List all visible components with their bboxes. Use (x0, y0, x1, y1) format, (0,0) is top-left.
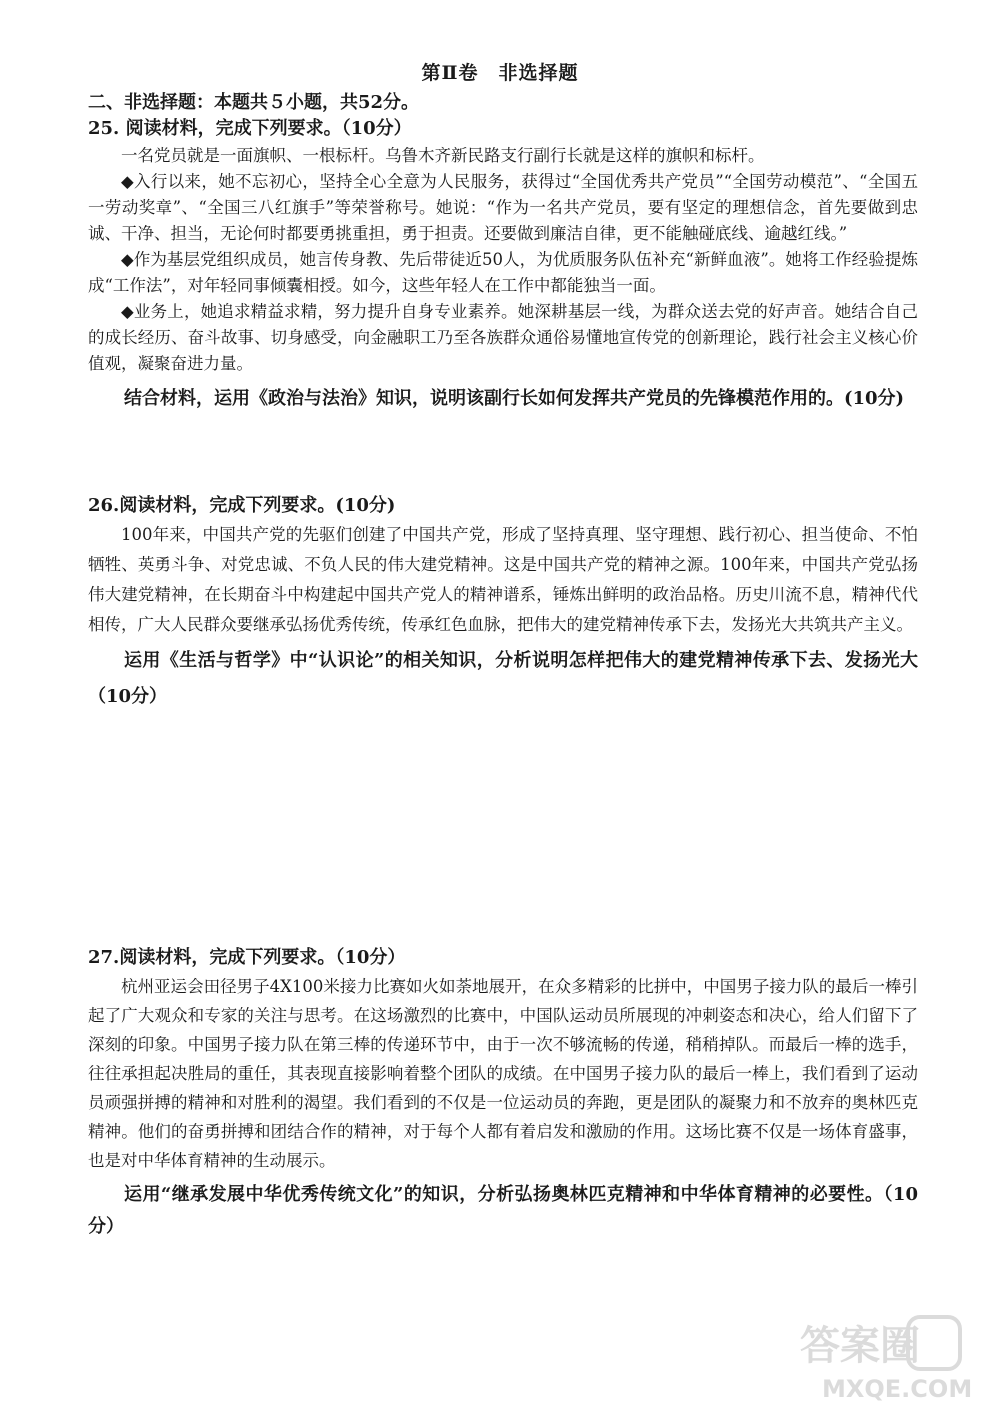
question-title: 26.阅读材料，完成下列要求。(10分) (88, 495, 396, 516)
question-title: 25. 阅读材料，完成下列要求。（10分） (88, 118, 412, 139)
question-title: 27.阅读材料，完成下列要求。（10分） (88, 947, 406, 968)
question-task: 运用《生活与哲学》中“认识论”的相关知识，分析说明怎样把伟大的建党精神传承下去、发扬光大（10分） (88, 650, 918, 707)
question-task: 运用“继承发展中华优秀传统文化”的知识，分析弘扬奥林匹克精神和中华体育精神的必要性。（10分） (88, 1184, 918, 1237)
page-title: 第Ⅱ卷 非选择题 (421, 62, 579, 84)
material-paragraph: 杭州亚运会田径男子4X100米接力比赛如火如荼地展开，在众多精彩的比拼中，中国男子接力队的最后一棒引起了广大观众和专家的关注与思考。在这场激烈的比赛中，中国队运动员所展现的冲刺姿态和决心，给人们留下了深刻的印象。中国男子接力队在第三棒的传递环节中，由于一次不够流畅的传递，稍稍掉队。而最后一棒的选手，往往承担起决胜局的重任，其表现直接影响着整个团队的成绩。在中国男子接力队的最后一棒上，我们看到了运动员顽强拼搏的精神和对胜利的渴望。我们看到的不仅是一位运动员的奔跑，更是团队的凝聚力和不放弃的奥林匹克精神。他们的奋勇拼搏和团结合作的精神，对于每个人都有着启发和激励的作用。这场比赛不仅是一场体育盛事，也是对中华体育精神的生动展示。 (88, 977, 918, 1170)
watermark-text: 答案圈 (800, 1323, 920, 1369)
section-heading: 二、非选择题：本题共５小题，共52分。 (88, 92, 420, 113)
material-paragraph: 一名党员就是一面旗帜、一根标杆。乌鲁木齐新民路支行副行长就是这样的旗帜和标杆。 (121, 146, 765, 165)
question-26 (88, 492, 918, 715)
material-paragraph: ◆入行以来，她不忘初心，坚持全心全意为人民服务，获得过“全国优秀共产党员”“全国劳动模范”、“全国五一劳动奖章”、“全国三八红旗手”等荣誉称号。她说：“作为一名共产党员，要有坚定的理想信念，首先要做到忠诚、干净、担当，无论何时都要勇挑重担，勇于担责。还要做到廉洁自律，更不能触碰底线、逾越红线。” (88, 172, 918, 243)
question-task: 结合材料，运用《政治与法治》知识，说明该副行长如何发挥共产党员的先锋模范作用的。(10分) (124, 388, 905, 409)
material-paragraph: 100年来，中国共产党的先驱们创建了中国共产党，形成了坚持真理、坚守理想、践行初心、担当使命、不怕牺牲、英勇斗争、对党忠诚、不负人民的伟大建党精神。这是中国共产党的精神之源。100年来，中国共产党弘扬伟大建党精神，在长期奋斗中构建起中国共产党人的精神谱系，锤炼出鲜明的政治品格。历史川流不息，精神代代相传，广大人民群众要继承弘扬优秀传统，传承红色血脉，把伟大的建党精神传承下去，发扬光大共筑共产主义。 (88, 525, 918, 634)
question-27 (88, 944, 918, 1243)
question-25 (88, 115, 918, 419)
watermark-url: MXQE.COM (822, 1375, 973, 1403)
material-paragraph: ◆业务上，她追求精益求精，努力提升自身专业素养。她深耕基层一线，为群众送去党的好声音。她结合自己的成长经历、奋斗故事、切身感受，向金融职工乃至各族群众通俗易懂地宣传党的创新理论，践行社会主义核心价值观，凝聚奋进力量。 (88, 302, 918, 373)
material-paragraph: ◆作为基层党组织成员，她言传身教、先后带徒近50人，为优质服务队伍补充“新鲜血液”。她将工作经验提炼成“工作法”，对年轻同事倾囊相授。如今，这些年轻人在工作中都能独当一面。 (88, 250, 918, 295)
watermark-logo (792, 1311, 982, 1403)
